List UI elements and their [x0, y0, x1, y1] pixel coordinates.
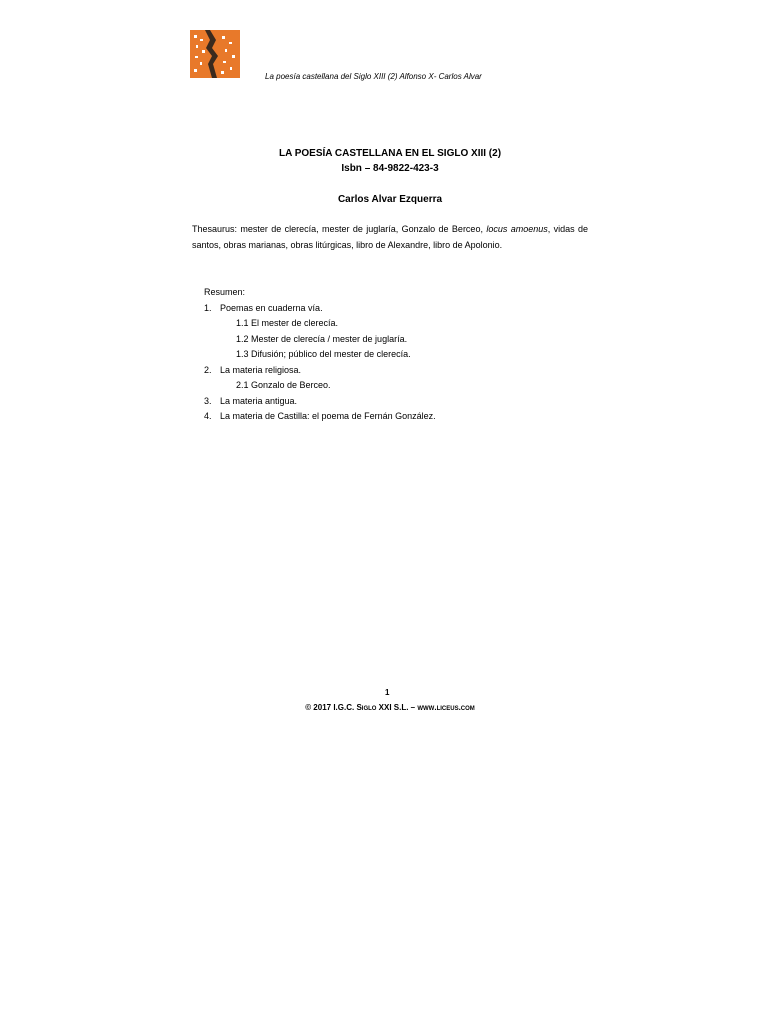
thesaurus-label: Thesaurus:: [192, 224, 238, 234]
copyright-mid: XXI S.L. –: [376, 703, 418, 712]
list-item-number: 2.: [204, 364, 212, 375]
list-item-text: La materia de Castilla: el poema de Fernán González.: [220, 411, 436, 421]
thesaurus-text-1: mester de clerecía, mester de juglaría, Gonzalo de Berceo,: [237, 224, 487, 234]
copyright-siglo: Siglo: [356, 703, 377, 712]
list-item-text: 1.1 El mester de clerecía.: [236, 318, 339, 328]
website-link[interactable]: www.liceus.com: [417, 703, 475, 712]
running-header: La poesía castellana del Siglo XIII (2) Alfonso X- Carlos Alvar: [265, 72, 482, 81]
thesaurus-paragraph: [192, 222, 588, 253]
list-item-number: 3.: [204, 395, 212, 406]
list-item-text: La materia religiosa.: [220, 364, 302, 375]
list-item-text: 2.1 Gonzalo de Berceo.: [236, 380, 331, 390]
page-number: 1: [385, 688, 390, 697]
copyright-prefix: © 2017 I.G.C.: [305, 703, 357, 712]
liceus-logo: [190, 30, 240, 78]
list-item-text: 1.2 Mester de clerecía / mester de juglaría.: [236, 333, 408, 344]
copyright-footer: [190, 703, 590, 712]
list-item-text: Poemas en cuaderna vía.: [220, 302, 323, 313]
list-item-number: 1.: [204, 302, 212, 313]
author-name: Carlos Alvar Ezquerra: [337, 194, 443, 205]
thesaurus-text-2: , vidas de santos, obras marianas, obras litúrgicas, libro de Alexandre, libro de Apolonio.: [192, 224, 588, 250]
list-item-text: 1.3 Difusión; público del mester de clerecía.: [236, 349, 411, 359]
resumen-label: Resumen:: [204, 287, 246, 297]
list-item-text: La materia antigua.: [220, 395, 298, 406]
thesaurus-italic: locus amoenus: [486, 224, 548, 234]
list-item-number: 4.: [204, 411, 212, 421]
isbn-line: Isbn – 84-9822-423-3: [341, 163, 439, 174]
document-title: LA POESÍA CASTELLANA EN EL SIGLO XIII (2): [278, 148, 502, 159]
